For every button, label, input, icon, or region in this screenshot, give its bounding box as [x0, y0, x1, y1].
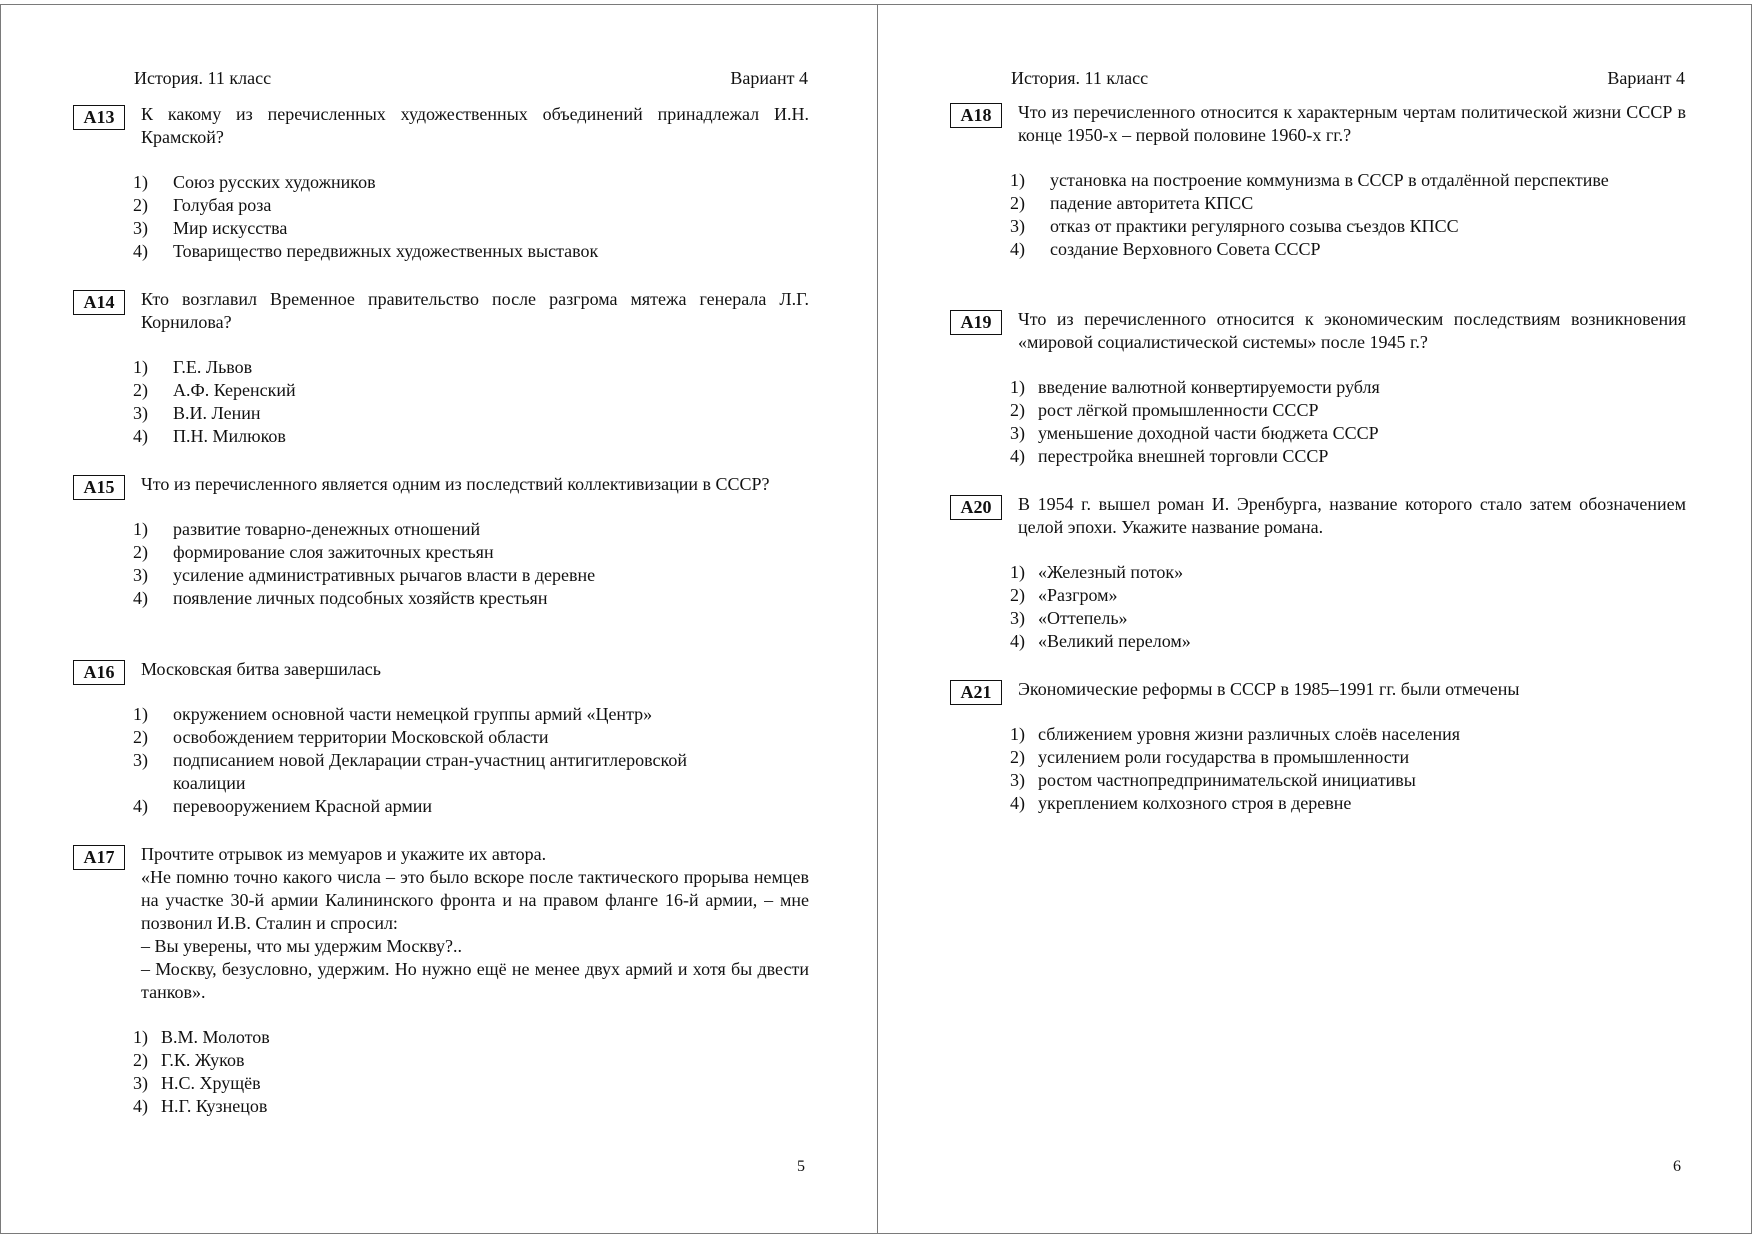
- option-text: Г.Е. Львов: [173, 357, 253, 377]
- answer-option: [1010, 630, 1686, 653]
- task-number-box: A16: [73, 660, 125, 685]
- task-question: Что из перечисленного относится к характерным чертам политической жизни СССР в конце 1950-х – первой половине 1960-х гг.?: [1018, 102, 1686, 145]
- answer-option: [1010, 746, 1686, 769]
- option-text: перестройка внешней торговли СССР: [1038, 446, 1329, 466]
- answer-option: [133, 356, 809, 379]
- option-number: 4): [133, 796, 148, 816]
- option-text: Голубая роза: [173, 195, 272, 215]
- answer-option: [1010, 399, 1686, 422]
- quote-paragraph: – Москву, безусловно, удержим. Но нужно ещё не менее двух армий и хотя бы двести танков».: [141, 959, 809, 1002]
- answer-option: [1010, 192, 1686, 215]
- header-variant: Вариант 4: [1607, 68, 1685, 88]
- option-number: 3): [1010, 216, 1025, 236]
- task-a19: [950, 308, 1686, 468]
- answer-option: [133, 749, 809, 795]
- option-text: А.Ф. Керенский: [173, 380, 296, 400]
- task-question: Экономические реформы в СССР в 1985–1991 гг. были отмечены: [1018, 679, 1520, 699]
- answer-option: [133, 1095, 809, 1118]
- quote-paragraph: – Вы уверены, что мы удержим Москву?..: [141, 936, 462, 956]
- option-number: 3): [133, 750, 148, 770]
- option-number: 2): [1010, 585, 1025, 605]
- option-text: введение валютной конвертируемости рубля: [1038, 377, 1380, 397]
- answer-options: [133, 171, 809, 263]
- option-number: 2): [133, 1050, 148, 1070]
- option-text: ростом частнопредпринимательской инициативы: [1038, 770, 1416, 790]
- option-number: 1): [1010, 377, 1025, 397]
- option-text: формирование слоя зажиточных крестьян: [173, 542, 494, 562]
- option-text: «Великий перелом»: [1038, 631, 1191, 651]
- option-number: 2): [133, 195, 148, 215]
- task-number-box: A20: [950, 495, 1002, 520]
- option-number: 3): [133, 1073, 148, 1093]
- answer-options: [1010, 723, 1686, 815]
- answer-option: [133, 217, 809, 240]
- answer-option: [1010, 561, 1686, 584]
- answer-option: [133, 795, 809, 818]
- option-number: 1): [133, 357, 148, 377]
- task-question: Кто возглавил Временное правительство после разгрома мятежа генерала Л.Г. Корнилова?: [141, 289, 809, 332]
- task-number-box: A13: [73, 105, 125, 130]
- answer-options: [1010, 376, 1686, 468]
- option-number: 4): [133, 1096, 148, 1116]
- option-text: П.Н. Милюков: [173, 426, 286, 446]
- answer-options: [133, 356, 809, 448]
- option-number: 2): [133, 727, 148, 747]
- option-text: подписанием новой Декларации стран-участниц антигитлеровской коалиции: [173, 750, 687, 793]
- memoir-quote: [141, 866, 809, 1004]
- answer-option: [133, 587, 809, 610]
- option-number: 4): [1010, 793, 1025, 813]
- option-text: развитие товарно-денежных отношений: [173, 519, 481, 539]
- option-text: освобождением территории Московской области: [173, 727, 549, 747]
- task-a15: [73, 473, 809, 610]
- task-number-box: A14: [73, 290, 125, 315]
- option-text: В.М. Молотов: [161, 1027, 270, 1047]
- task-number-box: A18: [950, 103, 1002, 128]
- answer-option: [133, 1049, 809, 1072]
- page-number: 5: [797, 1158, 805, 1175]
- option-number: 2): [1010, 400, 1025, 420]
- task-a18: [950, 101, 1686, 261]
- answer-options: [133, 518, 809, 610]
- option-text: «Оттепель»: [1038, 608, 1128, 628]
- option-text: появление личных подсобных хозяйств крестьян: [173, 588, 548, 608]
- option-number: 1): [1010, 724, 1025, 744]
- answer-options: [133, 1026, 809, 1118]
- right-page: [877, 4, 1752, 1234]
- option-text: В.И. Ленин: [173, 403, 261, 423]
- option-number: 4): [1010, 446, 1025, 466]
- page-header: [1011, 68, 1685, 89]
- page-number: 6: [1673, 1158, 1681, 1175]
- option-number: 3): [133, 218, 148, 238]
- option-number: 4): [1010, 239, 1025, 259]
- option-number: 3): [1010, 770, 1025, 790]
- option-number: 1): [1010, 170, 1025, 190]
- option-text: усилением роли государства в промышленности: [1038, 747, 1410, 767]
- task-a13: [73, 103, 809, 263]
- task-question: К какому из перечисленных художественных объединений принадлежал И.Н. Крамской?: [141, 104, 809, 147]
- option-text: усиление административных рычагов власти в деревне: [173, 565, 596, 585]
- option-number: 3): [1010, 608, 1025, 628]
- answer-options: [133, 703, 809, 818]
- option-text: рост лёгкой промышленности СССР: [1038, 400, 1319, 420]
- answer-option: [133, 703, 809, 726]
- option-text: Н.Г. Кузнецов: [161, 1096, 268, 1116]
- option-number: 4): [133, 588, 148, 608]
- task-question: Что из перечисленного относится к экономическим последствиям возникновения «мировой социалистической системы» после 1945 г.?: [1018, 309, 1686, 352]
- page-header: [134, 68, 808, 89]
- answer-option: [133, 425, 809, 448]
- task-number-box: A17: [73, 845, 125, 870]
- answer-option: [133, 541, 809, 564]
- option-number: 2): [133, 380, 148, 400]
- task-question: Что из перечисленного является одним из последствий коллективизации в СССР?: [141, 474, 770, 494]
- header-subject: История. 11 класс: [1011, 68, 1149, 88]
- answer-option: [133, 518, 809, 541]
- answer-option: [1010, 769, 1686, 792]
- option-number: 1): [133, 704, 148, 724]
- task-question: В 1954 г. вышел роман И. Эренбурга, название которого стало затем обозначением целой эпохи. Укажите название романа.: [1018, 494, 1686, 537]
- answer-option: [133, 402, 809, 425]
- answer-option: [1010, 445, 1686, 468]
- option-number: 4): [133, 426, 148, 446]
- header-subject: История. 11 класс: [134, 68, 272, 88]
- option-number: 4): [133, 241, 148, 261]
- option-number: 1): [133, 172, 148, 192]
- option-number: 2): [133, 542, 148, 562]
- answer-options: [1010, 169, 1686, 261]
- answer-option: [1010, 723, 1686, 746]
- option-text: отказ от практики регулярного созыва съездов КПСС: [1050, 216, 1459, 236]
- answer-option: [133, 564, 809, 587]
- answer-option: [1010, 792, 1686, 815]
- task-a21: [950, 678, 1686, 815]
- option-text: уменьшение доходной части бюджета СССР: [1038, 423, 1379, 443]
- header-variant: Вариант 4: [730, 68, 808, 88]
- answer-option: [1010, 238, 1686, 261]
- answer-option: [133, 1026, 809, 1049]
- task-number-box: A19: [950, 310, 1002, 335]
- option-text: укреплением колхозного строя в деревне: [1038, 793, 1352, 813]
- left-page: [0, 4, 878, 1234]
- option-text: установка на построение коммунизма в СССР в отдалённой перспективе: [1050, 170, 1609, 190]
- option-number: 3): [1010, 423, 1025, 443]
- option-text: Г.К. Жуков: [161, 1050, 245, 1070]
- option-text: Н.С. Хрущёв: [161, 1073, 261, 1093]
- option-text: «Разгром»: [1038, 585, 1118, 605]
- option-text: окружением основной части немецкой группы армий «Центр»: [173, 704, 653, 724]
- option-number: 3): [133, 565, 148, 585]
- answer-option: [1010, 422, 1686, 445]
- task-a14: [73, 288, 809, 448]
- answer-options: [1010, 561, 1686, 653]
- answer-option: [1010, 215, 1686, 238]
- option-text: создание Верховного Совета СССР: [1050, 239, 1321, 259]
- option-text: сближением уровня жизни различных слоёв населения: [1038, 724, 1461, 744]
- answer-option: [133, 726, 809, 749]
- answer-option: [133, 240, 809, 263]
- answer-option: [1010, 607, 1686, 630]
- quote-paragraph: «Не помню точно какого числа – это было вскоре после тактического прорыва немцев на участке 30-й армии Калининского фронта и на правом фланге 16-й армии, – мне позвонил И.В. Сталин и спросил:: [141, 867, 809, 933]
- option-number: 2): [1010, 747, 1025, 767]
- answer-option: [1010, 376, 1686, 399]
- answer-option: [1010, 584, 1686, 607]
- option-text: перевооружением Красной армии: [173, 796, 432, 816]
- task-a20: [950, 493, 1686, 653]
- option-number: 2): [1010, 193, 1025, 213]
- answer-option: [1010, 169, 1686, 192]
- task-a17: [73, 843, 809, 1118]
- option-text: Союз русских художников: [173, 172, 376, 192]
- option-number: 1): [133, 519, 148, 539]
- option-text: Товарищество передвижных художественных выставок: [173, 241, 599, 261]
- option-number: 1): [133, 1027, 148, 1047]
- task-number-box: A15: [73, 475, 125, 500]
- answer-option: [133, 379, 809, 402]
- answer-option: [133, 171, 809, 194]
- option-number: 3): [133, 403, 148, 423]
- task-question: Московская битва завершилась: [141, 659, 382, 679]
- answer-option: [133, 1072, 809, 1095]
- option-number: 4): [1010, 631, 1025, 651]
- option-text: Мир искусства: [173, 218, 288, 238]
- option-text: «Железный поток»: [1038, 562, 1184, 582]
- task-number-box: A21: [950, 680, 1002, 705]
- task-a16: [73, 658, 809, 818]
- option-number: 1): [1010, 562, 1025, 582]
- answer-option: [133, 194, 809, 217]
- option-text: падение авторитета КПСС: [1050, 193, 1254, 213]
- task-question: Прочтите отрывок из мемуаров и укажите их автора.: [141, 844, 547, 864]
